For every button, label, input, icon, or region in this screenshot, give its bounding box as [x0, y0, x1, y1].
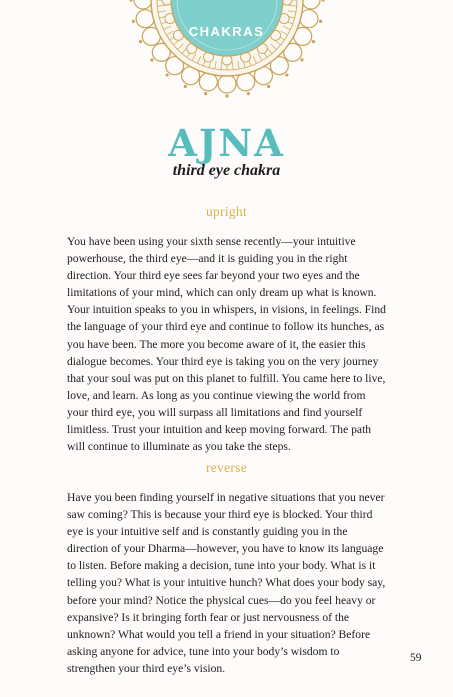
- section-body-upright: You have been using your sixth sense recently—your intuitive powerhouse, the third eye—and it is guiding you in the right direction. Your third eye sees far beyond your two eyes and the limitations of your mind, which can only dream up what is known. Your intuition speaks to you in whispers, in visions, in feelings. Find the language of your third eye and continue to follow its hunches, as you have been. The more you become aware of it, the easier this dialogue becomes. Your third eye is taking you on the very journey that your soul was put on this planet to fulfill. You came here to live, love, and learn. As long as you continue viewing the world from your third eye, you will surpass all limitations and find yourself limitless. Trust your intuition and keep moving forward. The path will continue to illuminate as you take the steps.: [67, 235, 386, 454]
- section-heading-reverse: reverse: [205, 460, 248, 475]
- page-number: 59: [410, 652, 422, 664]
- emblem-label: CHAKRAS: [188, 24, 265, 39]
- mandala-icon: [97, 0, 357, 100]
- page-subtitle: third eye chakra: [172, 162, 281, 179]
- section-body-reverse: Have you been finding yourself in negative situations that you never saw coming? This is because your third eye is blocked. Your third eye is your intuitive self and is constantly guiding you in the direction of your Dharma—however, you have to know its language to listen. Before making a decision, tune into your body. What is it telling you? What is your intuitive hunch? What does your body say, before your mind? Notice the physical cues—do you feel heavy or expansive? Is it bringing forth fear or just nervousness of the unknown? What would you tell a friend in your situation? Before asking anyone for advice, tune into your body’s wisdom to strengthen your third eye’s vision.: [67, 491, 386, 675]
- page-title: AJNA: [168, 121, 285, 165]
- section-heading-upright: upright: [205, 204, 248, 219]
